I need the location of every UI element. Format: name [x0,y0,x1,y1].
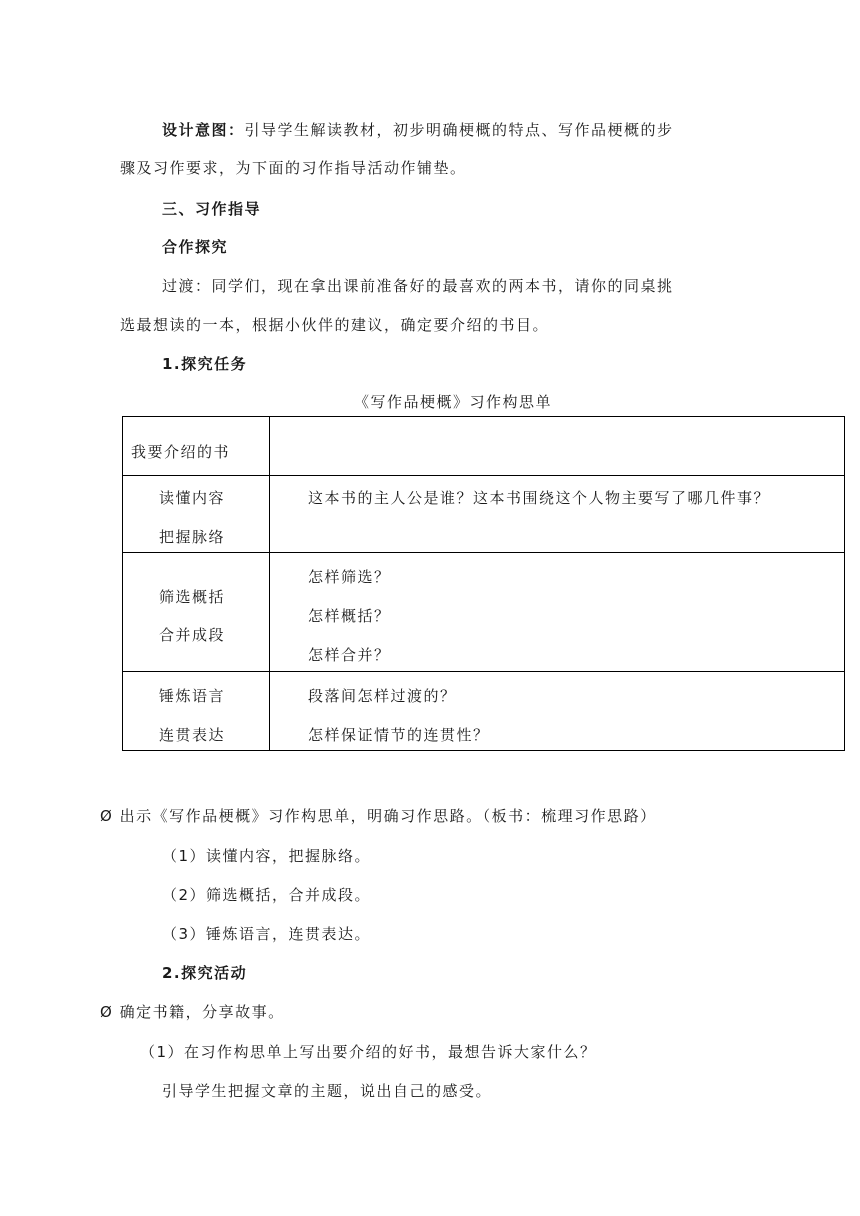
step-3: （3）锤炼语言，连贯表达。 [162,925,372,943]
language-question-1: 段落间怎样过渡的？ [308,687,457,705]
table-cell-book-value [270,417,845,476]
filter-question-1: 怎样筛选？ [308,568,391,586]
guide-text: 引导学生把握文章的主题，说出自己的感受。 [162,1082,493,1100]
table-cell-read-question [270,476,845,553]
language-label-1: 锤炼语言 [159,687,226,705]
bullet-choose-book-text: 确定书籍，分享故事。 [119,1003,285,1021]
read-label-2: 把握脉络 [159,528,226,546]
step-1: （1）读懂内容，把握脉络。 [162,847,372,865]
table-caption: 《写作品梗概》习作构思单 [354,393,553,411]
conception-table [122,416,845,751]
table-row [123,417,845,476]
book-label: 我要介绍的书 [131,443,231,461]
section-heading-3: 三、习作指导 [162,200,262,218]
table-row [123,476,845,553]
read-label-1: 读懂内容 [159,489,226,507]
bullet-marker-icon: Ø [100,807,114,825]
filter-label-1: 筛选概括 [159,588,226,606]
filter-question-3: 怎样合并？ [308,646,391,664]
question-1: （1）在习作构思单上写出要介绍的好书，最想告诉大家什么？ [140,1043,597,1061]
table-row [123,672,845,751]
step-2: （2）筛选概括，合并成段。 [162,886,372,904]
filter-question-2: 怎样概括？ [308,607,391,625]
table-cell-book-label [123,417,270,476]
read-question: 这本书的主人公是谁？这本书围绕这个人物主要写了哪几件事？ [308,489,771,507]
bullet-show-conception-text: 出示《写作品梗概》习作构思单，明确习作思路。（板书：梳理习作思路） [119,807,657,825]
transition-line-1: 过渡：同学们，现在拿出课前准备好的最喜欢的两本书，请你的同桌挑 [162,277,674,295]
bullet-show-conception [100,806,657,826]
language-label-2: 连贯表达 [159,726,226,744]
transition-line-2: 选最想读的一本，根据小伙伴的建议，确定要介绍的书目。 [120,316,550,334]
bullet-marker-icon: Ø [100,1003,114,1021]
filter-label-2: 合并成段 [159,626,226,644]
table-cell-language-questions [270,672,845,751]
table-row [123,553,845,672]
table-cell-read-label [123,476,270,553]
table-cell-filter-label [123,553,270,672]
table-cell-language-label [123,672,270,751]
task-heading: 1.探究任务 [162,355,248,373]
design-intent-line-1 [162,120,674,140]
activity-heading: 2.探究活动 [162,964,248,982]
bullet-choose-book [100,1002,285,1022]
table-cell-filter-questions [270,553,845,672]
design-intent-line-2: 骤及习作要求，为下面的习作指导活动作铺垫。 [120,159,467,177]
language-question-2: 怎样保证情节的连贯性？ [308,726,490,744]
design-intent-label: 设计意图： [162,121,245,139]
cooperation-heading: 合作探究 [162,238,229,256]
design-intent-text-1: 引导学生解读教材，初步明确梗概的特点、写作品梗概的步 [244,121,674,139]
